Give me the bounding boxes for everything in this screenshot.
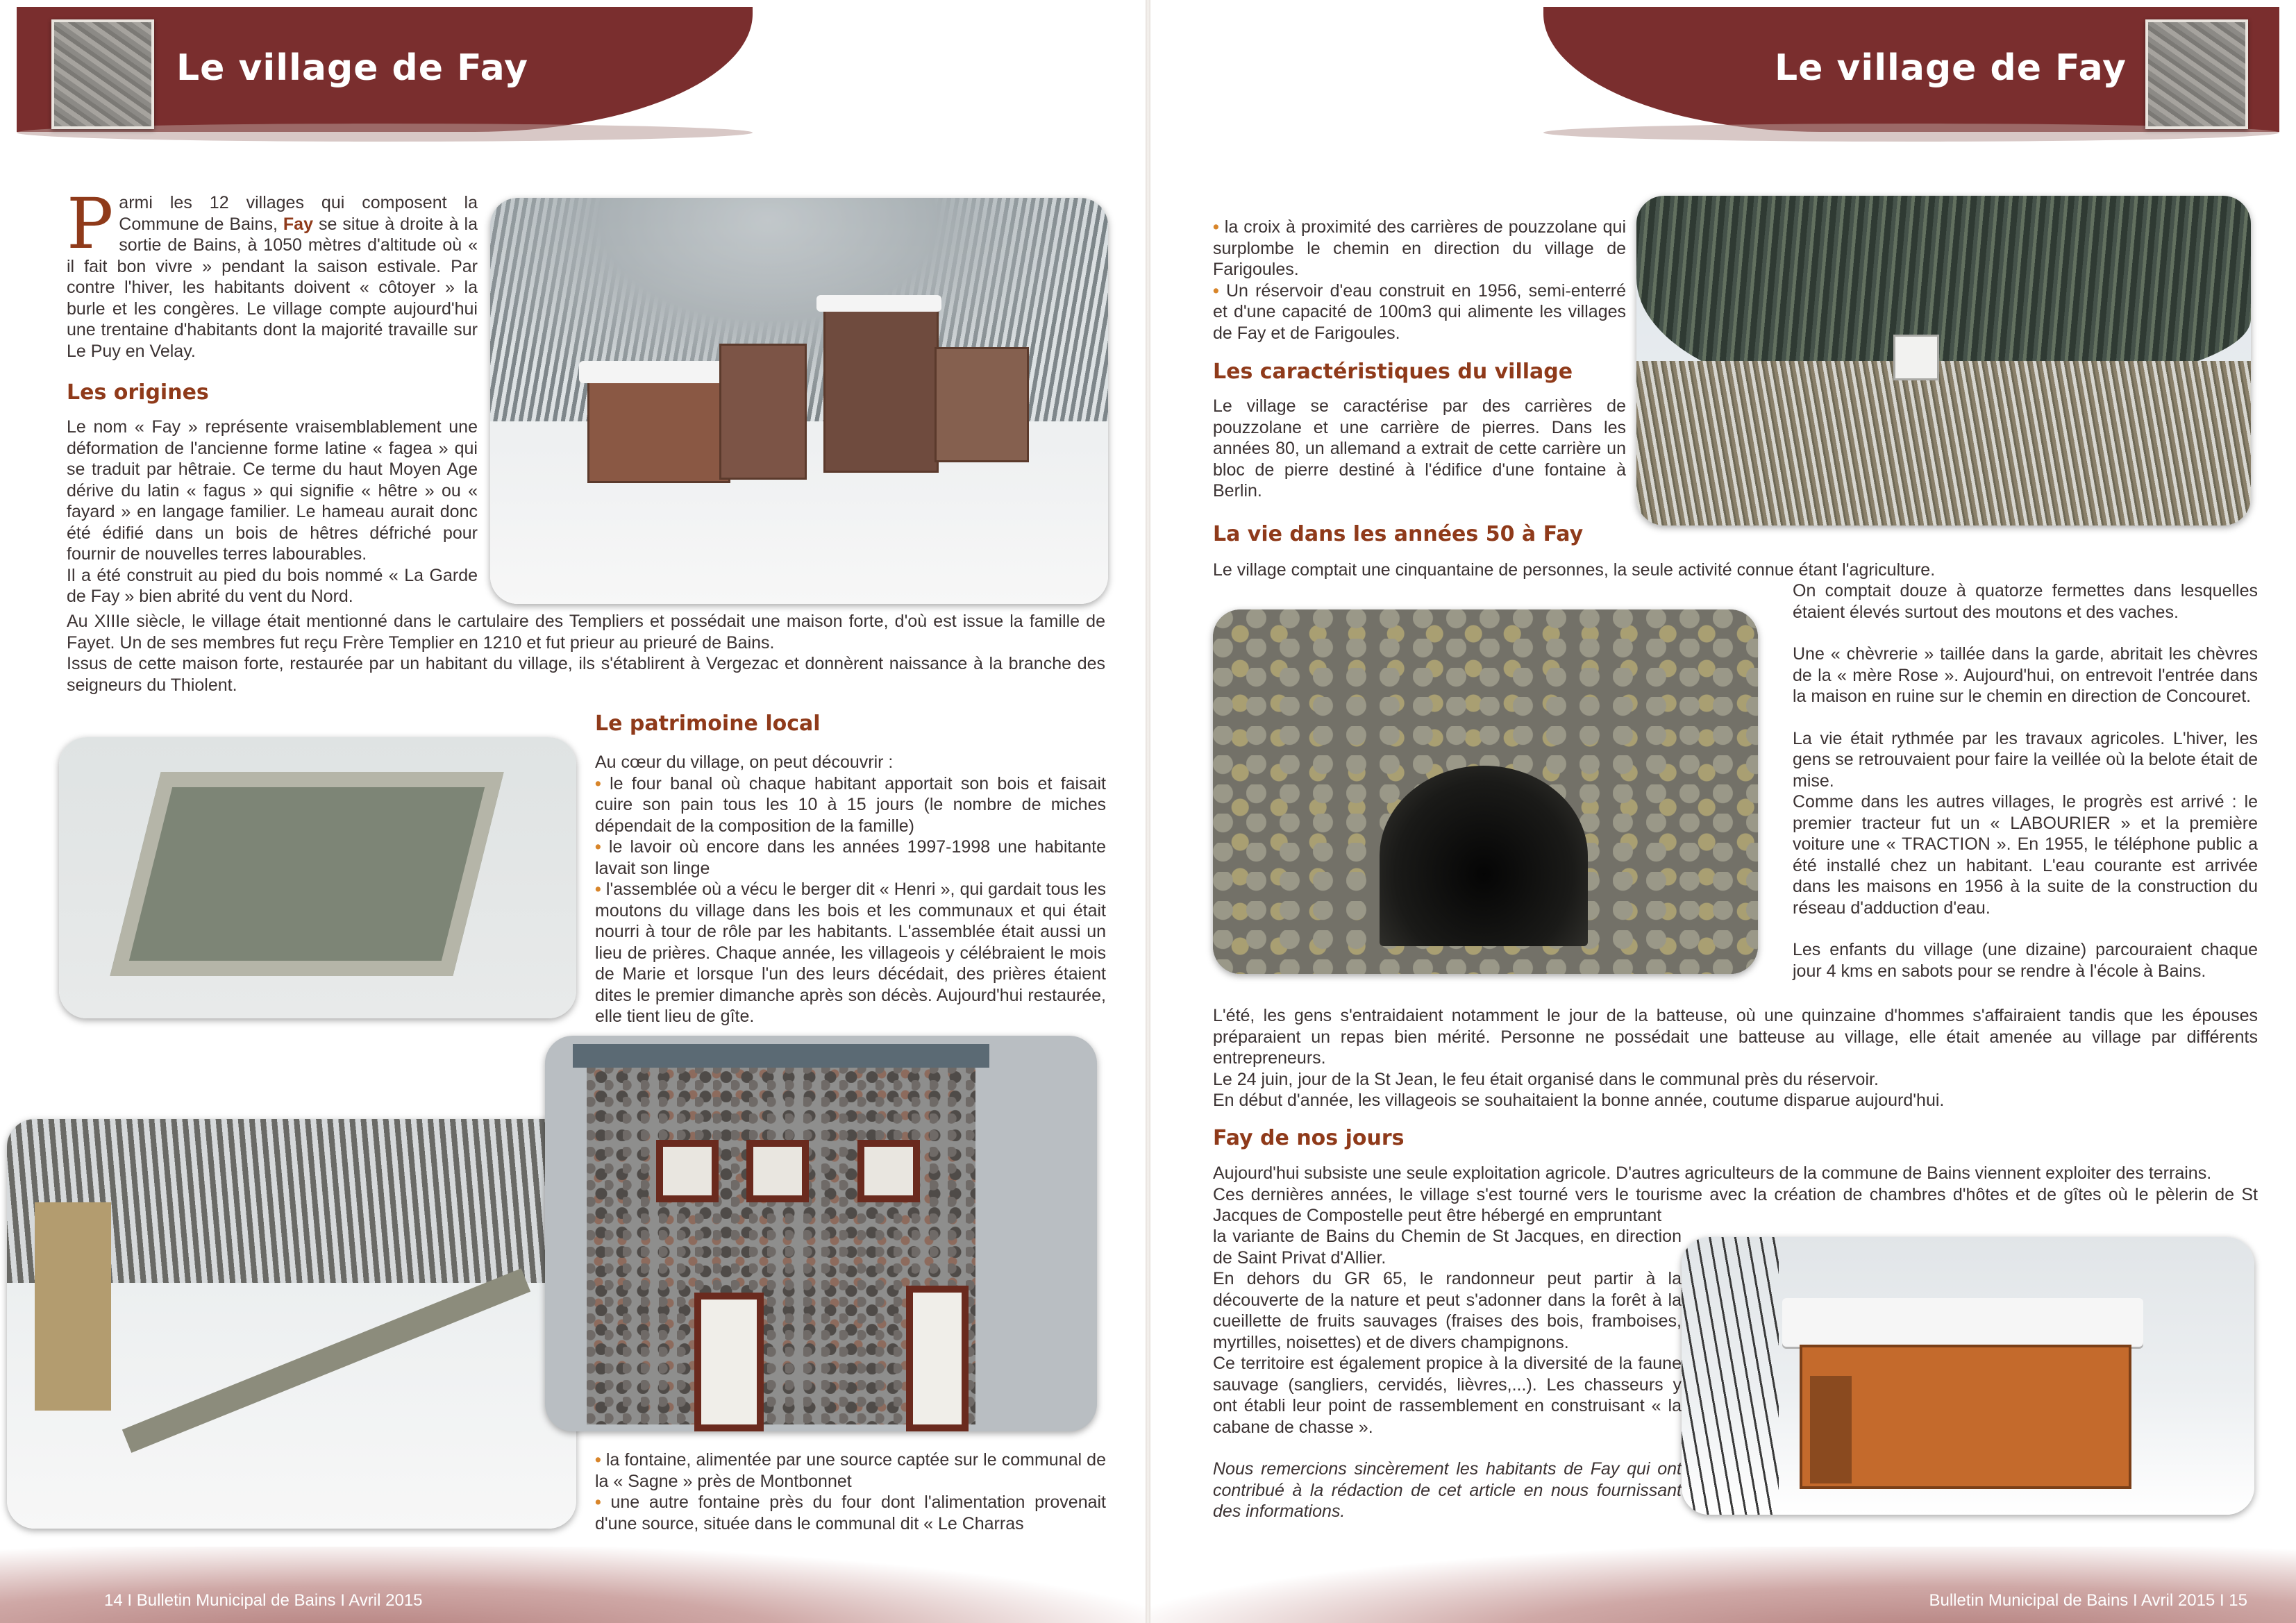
patrimoine-item bbox=[595, 1492, 1106, 1534]
patrimoine-b1: le four banal où chaque habitant apportait son bois et faisait cuire son pain tous les 10 à 15 jours (le nombre de miches dépendait de la composition de la famille) bbox=[595, 773, 1107, 836]
footer-separator: I bbox=[127, 1591, 133, 1610]
origines-p4: Issus de cette maison forte, restaurée par un habitant du village, ils s'établirent à Vergezac et donnèrent naissance à la branche des seigneurs du Thiolent. bbox=[67, 654, 1105, 695]
photo-house bbox=[935, 347, 1029, 462]
nosjours-wide bbox=[1213, 1163, 2258, 1227]
nosjours-p2a: Ces dernières années, le village s'est tourné vers le tourisme avec la création de chambres d'hôtes et de gîtes où le pèlerin de St Jacques de Compostelle peut être hébergé en empruntant bbox=[1213, 1184, 2258, 1225]
photo-ground bbox=[1636, 361, 2251, 526]
patrimoine-item bbox=[595, 773, 1106, 837]
footer-date: Avril 2015 bbox=[2140, 1591, 2215, 1610]
patrimoine-item bbox=[595, 879, 1106, 1027]
bullet-icon: • bbox=[595, 837, 601, 857]
bullet-item bbox=[1213, 280, 1626, 344]
annees50-p7: L'été, les gens s'entraidaient notamment le jour de la batteuse, où une quinzaine d'hommes s'affairaient tandis que les épouses préparaient un repas bien mérité. Personne ne possédait une batteuse au village, elle était amenée au village par différents entrepreneurs. bbox=[1213, 1006, 2258, 1068]
photo-bare-trees bbox=[1682, 1237, 1779, 1515]
photo-window bbox=[746, 1140, 809, 1202]
heading-caracteristiques: Les caractéristiques du village bbox=[1213, 360, 1573, 384]
bullet-reservoir: Un réservoir d'eau construit en 1956, semi-enterré et d'une capacité de 100m3 qui alimente les villages de Fay et de Farigoules. bbox=[1213, 280, 1626, 343]
header-banner-right bbox=[1543, 7, 2279, 132]
carved-stone-stamp-icon bbox=[2145, 19, 2248, 129]
nosjours-p2b: la variante de Bains du Chemin de St Jacques, en direction de Saint Privat d'Allier. bbox=[1213, 1227, 1682, 1268]
page-gutter bbox=[1146, 0, 1150, 1623]
patrimoine-item bbox=[595, 1449, 1106, 1492]
photo-roof-edge bbox=[573, 1044, 989, 1068]
patrimoine-text-bottom bbox=[595, 1449, 1106, 1534]
photo-hill-monument bbox=[1636, 196, 2251, 525]
annees50-wide bbox=[1213, 1005, 2258, 1111]
footer-separator: I bbox=[2132, 1591, 2138, 1610]
footer-page-number: 15 bbox=[2229, 1591, 2247, 1610]
heading-annees50: La vie dans les années 50 à Fay bbox=[1213, 522, 1584, 546]
origines-p2: Il a été construit au pied du bois nommé « La Garde de Fay » bien abrité du vent du Nord. bbox=[67, 565, 478, 606]
page-right bbox=[1150, 0, 2296, 1623]
photo-oven-arch bbox=[1213, 609, 1758, 974]
page-title: Le village de Fay bbox=[176, 47, 529, 89]
annees50-p2: On comptait douze à quatorze fermettes dans lesquelles étaient élevés surtout des moutons et des vaches. bbox=[1793, 581, 2258, 622]
photo-monument bbox=[1893, 335, 1939, 380]
header-banner-left bbox=[17, 7, 753, 132]
intro-fay: Fay bbox=[283, 214, 313, 234]
bullet-icon: • bbox=[1213, 280, 1219, 301]
annees50-column bbox=[1793, 580, 2258, 982]
intro-text-1: armi les 12 villages qui composent la Commune de Bains, bbox=[119, 193, 478, 234]
photo-tower bbox=[823, 302, 939, 473]
origines-text-narrow bbox=[67, 417, 478, 607]
bullets-top bbox=[1213, 217, 1626, 344]
page-title: Le village de Fay bbox=[1774, 47, 2127, 89]
bullet-icon: • bbox=[595, 1450, 601, 1470]
photo-fountain-trough bbox=[7, 1119, 576, 1529]
nosjours-thanks: Nous remercions sincèrement les habitants de Fay qui ont contribué à la rédaction de cet article en nous fournissant des informations. bbox=[1213, 1459, 1682, 1521]
footer-page-number: 14 bbox=[104, 1591, 123, 1610]
patrimoine-b4: la fontaine, alimentée par une source captée sur le communal de la « Sagne » près de Montbonnet bbox=[595, 1450, 1106, 1491]
bullet-icon: • bbox=[1213, 217, 1219, 237]
photo-roof bbox=[579, 361, 737, 383]
patrimoine-item bbox=[595, 836, 1106, 879]
intro-paragraph bbox=[67, 183, 478, 362]
annees50-p5: Comme dans les autres villages, le progrès est arrivé : le premier tracteur fut un « LABOURIER » et la première voiture une « TRACTION ». En 1955, le téléphone public a été installé chez un habitant. L'eau courante est arrivée dans les maisons en 1956 à la suite de la construction du réseau d'adduction d'eau. bbox=[1793, 792, 2258, 918]
origines-p3: Au XIIIe siècle, le village était mentionné dans le cartulaire des Templiers et possédait une maison forte, d'où est issue la famille de Fayet. Un de ses membres fut reçu Frère Templier en 1210 et fut prieur au prieuré de Bains. bbox=[67, 612, 1105, 653]
photo-pillar bbox=[35, 1202, 111, 1411]
caracteristiques-text bbox=[1213, 396, 1626, 502]
bullet-icon: • bbox=[595, 880, 601, 899]
annees50-p6: Les enfants du village (une dizaine) parcouraient chaque jour 4 kms en sabots pour se rendre à l'école à Bains. bbox=[1793, 940, 2258, 981]
photo-door bbox=[906, 1286, 969, 1431]
patrimoine-b3: l'assemblée où a vécu le berger dit « Henri », qui gardait tous les moutons du village dans les bois et les communaux et qui était nourri à tour de rôle par les habitants. L'assemblée était aussi un lieu de prières. Chaque année, les villageois y célébraient le mois de Marie et lorsque l'un des leurs décédait, des prières étaient dites le premier dimanche après son décès. Aujourd'hui restaurée, elle tient lieu de gîte. bbox=[595, 880, 1106, 1026]
patrimoine-text bbox=[595, 752, 1106, 1027]
photo-window bbox=[656, 1140, 719, 1202]
photo-basin bbox=[110, 772, 503, 976]
origines-p1: Le nom « Fay » représente vraisemblablement une déformation de l'ancienne forme latine « fagea » qui se traduit par hêtraie. Ce terme du haut Moyen Age dérive du latin « fagus » qui signifie « hêtre » ou « fayard » en langage familier. Le hameau aurait donc été édifié dans un bois de hêtres défriché pour fournir de nouvelles terres labourables. bbox=[67, 417, 478, 564]
caracteristiques-p1: Le village se caractérise par des carrières de pouzzolane et une carrière de pierres. Dans les années 80, un allemand a extrait de cette carrière un bloc de pierre destiné à l'édifice d'une fontaine à Berlin. bbox=[1213, 396, 1626, 501]
annees50-p9: En début d'année, les villageois se souhaitaient la bonne année, coutume disparue aujourd'hui. bbox=[1213, 1091, 1945, 1110]
footer-bulletin-name: Bulletin Municipal de Bains bbox=[136, 1591, 336, 1610]
carved-stone-stamp-icon bbox=[51, 19, 154, 129]
photo-oven-mouth bbox=[1380, 766, 1588, 946]
page-left bbox=[0, 0, 1146, 1623]
photo-window bbox=[857, 1140, 920, 1202]
origines-text-wide bbox=[67, 611, 1105, 696]
photo-cabin-door bbox=[1810, 1376, 1852, 1483]
footer-band-right bbox=[1150, 1547, 2296, 1623]
nosjours-p1: Aujourd'hui subsiste une seule exploitation agricole. D'autres agriculteurs de la commune de Bains viennent exploiter des terrains. bbox=[1213, 1163, 2212, 1183]
heading-origines: Les origines bbox=[67, 380, 209, 405]
footer-separator: I bbox=[340, 1591, 345, 1610]
intro-text-2: se situe à droite à la sortie de Bains, à 1050 mètres d'altitude où « il fait bon vivre » pendant la saison estivale. Par contre l'hiver, les habitants doivent « côtoyer » la burle et les congères. Le village compte aujourd'hui une trentaine d'habitants dont la majorité travaille sur Le Puy en Velay. bbox=[67, 214, 478, 361]
bullet-croix: la croix à proximité des carrières de pouzzolane qui surplombe le chemin en direction du village de Farigoules. bbox=[1213, 217, 1626, 279]
footer-band-left bbox=[0, 1547, 1146, 1623]
annees50-p8: Le 24 juin, jour de la St Jean, le feu était organisé dans le communal près du réservoir. bbox=[1213, 1069, 1879, 1089]
photo-house bbox=[587, 375, 730, 483]
patrimoine-intro: Au cœur du village, on peut découvrir : bbox=[595, 752, 894, 772]
heading-patrimoine: Le patrimoine local bbox=[595, 712, 821, 736]
patrimoine-b2: le lavoir où encore dans les années 1997-1998 une habitante lavait son linge bbox=[595, 837, 1106, 878]
photo-door bbox=[694, 1293, 764, 1431]
footer-right bbox=[1929, 1591, 2247, 1611]
photo-house bbox=[719, 344, 807, 480]
nosjours-p3: En dehors du GR 65, le randonneur peut partir à la découverte de la nature et peut s'adonner dans la forêt à la cueillette de fruits sauvages (fraises des bois, framboises, myrtilles, noisettes) et de divers champignons. bbox=[1213, 1269, 1682, 1352]
annees50-p4: La vie était rythmée par les travaux agricoles. L'hiver, les gens se retrouvaient pour faire la veillée où la belote était de mise. bbox=[1793, 728, 2258, 791]
bullet-icon: • bbox=[595, 1492, 601, 1512]
photo-stone-house bbox=[545, 1036, 1097, 1431]
footer-date: Avril 2015 bbox=[349, 1591, 423, 1610]
footer-left bbox=[104, 1591, 423, 1611]
bullet-item bbox=[1213, 217, 1626, 280]
photo-lavoir bbox=[59, 737, 576, 1018]
photo-roof bbox=[816, 295, 941, 312]
footer-separator: I bbox=[2219, 1591, 2224, 1610]
heading-nosjours: Fay de nos jours bbox=[1213, 1126, 1405, 1150]
photo-snowy-village bbox=[490, 198, 1108, 604]
photo-hunting-cabin bbox=[1682, 1237, 2254, 1515]
footer-bulletin-name: Bulletin Municipal de Bains bbox=[1929, 1591, 2129, 1610]
annees50-p1: Le village comptait une cinquantaine de personnes, la seule activité connue étant l'agriculture. bbox=[1213, 560, 1936, 580]
photo-cabin-roof bbox=[1782, 1298, 2143, 1347]
bullet-icon: • bbox=[595, 773, 601, 793]
patrimoine-b5: une autre fontaine près du four dont l'alimentation provenait d'une source, située dans le communal dit « Le Charras bbox=[595, 1492, 1106, 1533]
dropcap: P bbox=[67, 183, 114, 264]
nosjours-column bbox=[1213, 1226, 1682, 1522]
annees50-p3: Une « chèvrerie » taillée dans la garde, abritait les chèvres de la « mère Rose ». Aujourd'hui, on entrevoit l'entrée dans la maison en ruine sur le chemin en direction de Concouret. bbox=[1793, 644, 2258, 706]
photo-trough bbox=[122, 1268, 530, 1453]
nosjours-p4: Ce territoire est également propice à la diversité de la faune sauvage (sangliers, cervidés, lièvres,...). Les chasseurs y ont établi leur point de rassemblement en construisant « la cabane de chasse ». bbox=[1213, 1354, 1682, 1437]
